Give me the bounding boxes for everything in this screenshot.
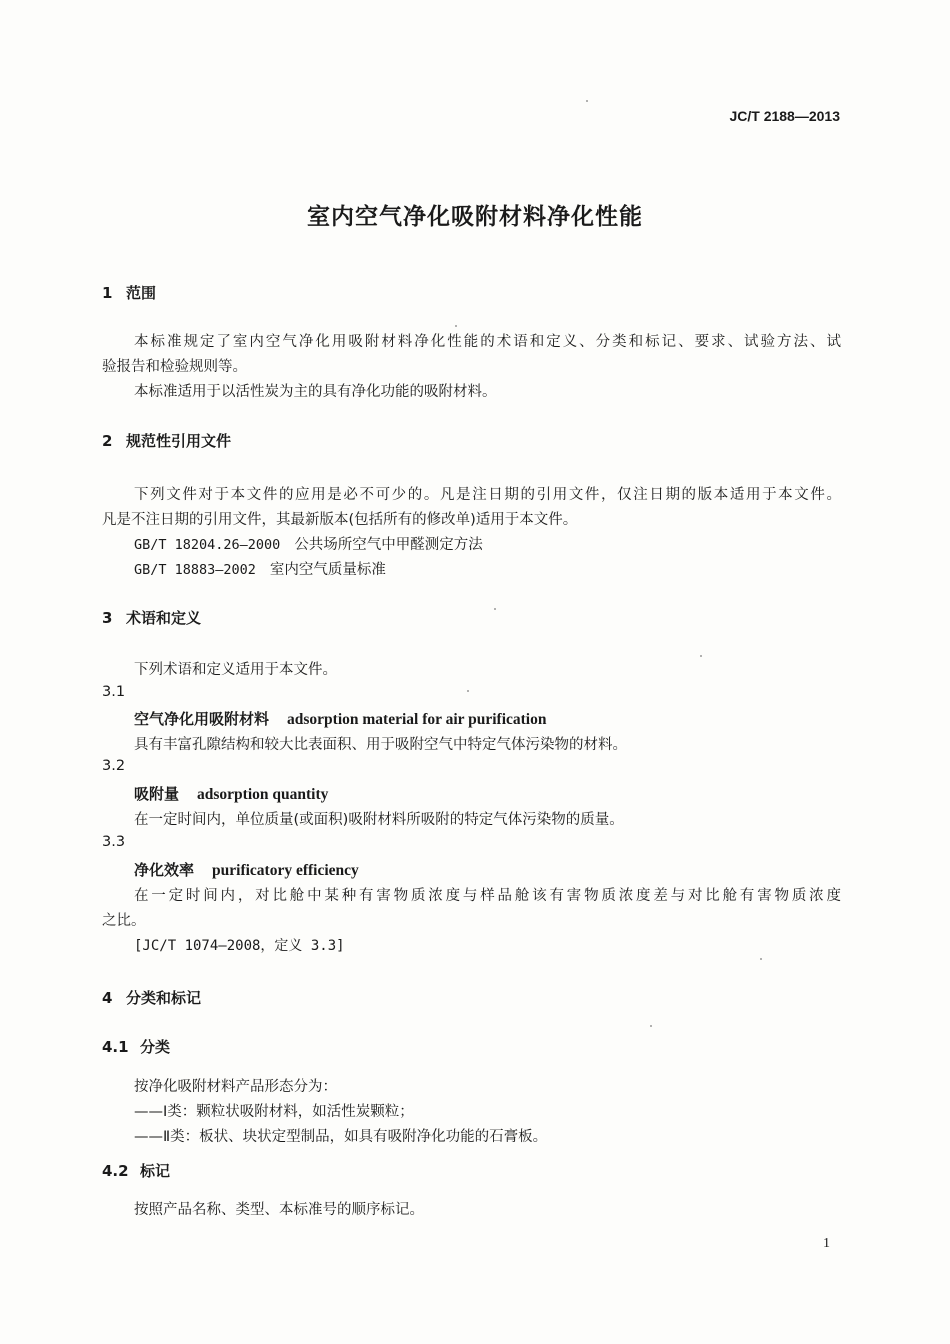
section-title: 分类和标记	[126, 989, 202, 1007]
standard-number: JC/T 2188—2013	[729, 108, 840, 124]
reference-item	[134, 558, 386, 579]
term-source: [JC/T 1074—2008，定义 3.3]	[134, 938, 345, 954]
reference-title: 室内空气质量标准	[269, 562, 386, 578]
section-number: 3	[102, 609, 113, 627]
section-1-heading	[102, 282, 156, 303]
term-number: 3.3	[102, 834, 126, 850]
paragraph: 下列术语和定义适用于本文件。	[134, 662, 337, 678]
term-entry	[134, 859, 359, 880]
subsection-number: 4.2	[102, 1162, 129, 1180]
section-title: 术语和定义	[126, 609, 202, 627]
term-zh: 空气净化用吸附材料	[134, 710, 270, 728]
section-3-heading	[102, 607, 201, 628]
paragraph-line: 验报告和检验规则等。	[102, 359, 247, 375]
term-entry	[134, 708, 546, 729]
section-number: 1	[102, 284, 113, 302]
term-en: adsorption quantity	[197, 786, 329, 803]
subsection-4-1-heading	[102, 1036, 170, 1057]
document-title: 室内空气净化吸附材料净化性能	[307, 204, 643, 230]
paragraph-line: 凡是不注日期的引用文件，其最新版本(包括所有的修改单)适用于本文件。	[102, 512, 578, 528]
reference-title: 公共场所空气中甲醛测定方法	[294, 537, 483, 553]
term-zh: 吸附量	[134, 785, 180, 803]
scan-speck	[586, 100, 588, 102]
paragraph-line: 本标准规定了室内空气净化用吸附材料净化性能的术语和定义、分类和标记、要求、试验方法、试	[134, 334, 841, 350]
section-4-heading	[102, 987, 201, 1008]
term-en: adsorption material for air purification	[287, 711, 547, 728]
section-title: 规范性引用文件	[126, 432, 232, 450]
section-title: 范围	[126, 284, 157, 302]
term-definition-line: 之比。	[102, 913, 146, 929]
term-zh: 净化效率	[134, 861, 195, 879]
paragraph-line: 下列文件对于本文件的应用是必不可少的。凡是注日期的引用文件，仅注日期的版本适用于本文件。	[134, 487, 841, 503]
term-en: purificatory efficiency	[212, 862, 359, 879]
subsection-4-2-heading	[102, 1160, 170, 1181]
paragraph: 按净化吸附材料产品形态分为：	[134, 1079, 337, 1095]
scan-speck	[494, 608, 496, 610]
term-definition-line: 在一定时间内，对比舱中某种有害物质浓度与样品舱该有害物质浓度差与对比舱有害物质浓度	[134, 888, 841, 904]
subsection-number: 4.1	[102, 1038, 129, 1056]
section-number: 2	[102, 432, 113, 450]
paragraph: 按照产品名称、类型、本标准号的顺序标记。	[134, 1202, 424, 1218]
reference-code: GB/T 18204.26—2000	[134, 537, 281, 553]
list-item: ——Ⅱ类：板状、块状定型制品，如具有吸附净化功能的石膏板。	[134, 1129, 548, 1145]
subsection-title: 标记	[140, 1162, 171, 1180]
section-2-heading	[102, 430, 231, 451]
paragraph: 本标准适用于以活性炭为主的具有净化功能的吸附材料。	[134, 384, 497, 400]
subsection-title: 分类	[140, 1038, 171, 1056]
page-number: 1	[823, 1236, 830, 1251]
scan-speck	[650, 1025, 652, 1027]
reference-item	[134, 533, 483, 554]
term-definition: 具有丰富孔隙结构和较大比表面积、用于吸附空气中特定气体污染物的材料。	[134, 737, 627, 753]
scan-speck	[455, 325, 457, 327]
reference-code: GB/T 18883—2002	[134, 562, 256, 578]
term-entry	[134, 783, 328, 804]
scan-speck	[700, 655, 702, 657]
list-item: ——Ⅰ类：颗粒状吸附材料，如活性炭颗粒；	[134, 1104, 414, 1120]
scan-speck	[467, 690, 469, 692]
term-definition: 在一定时间内，单位质量(或面积)吸附材料所吸附的特定气体污染物的质量。	[134, 812, 624, 828]
section-number: 4	[102, 989, 113, 1007]
scan-speck	[760, 958, 762, 960]
term-number: 3.1	[102, 684, 126, 700]
term-number: 3.2	[102, 758, 126, 774]
